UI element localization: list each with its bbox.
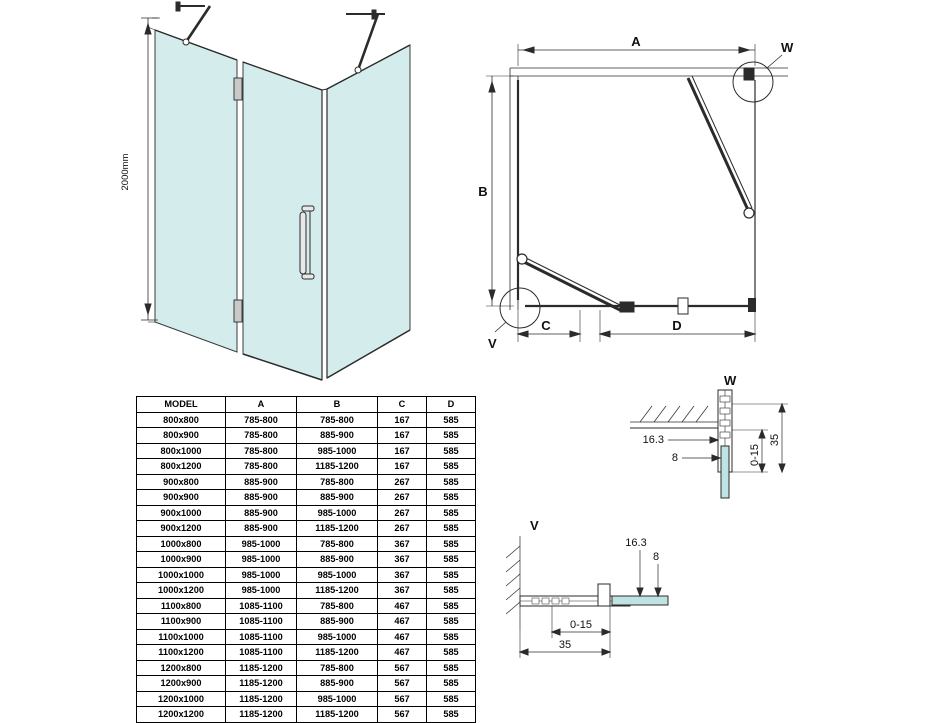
table-row bbox=[137, 474, 476, 490]
table-cell: 585 bbox=[427, 536, 476, 552]
table-cell: 985-1000 bbox=[297, 691, 378, 707]
table-row bbox=[137, 536, 476, 552]
dim-163-v-label: 16.3 bbox=[625, 537, 647, 549]
table-cell: 1085-1100 bbox=[226, 629, 297, 645]
table-cell: 585 bbox=[427, 428, 476, 444]
table-cell: 367 bbox=[378, 536, 427, 552]
table-cell: 1185-1200 bbox=[226, 660, 297, 676]
table-cell: 785-800 bbox=[297, 474, 378, 490]
table-cell: 585 bbox=[427, 443, 476, 459]
table-cell: 1185-1200 bbox=[297, 459, 378, 475]
table-row bbox=[137, 443, 476, 459]
dim-b-label: B bbox=[478, 184, 488, 199]
table-row bbox=[137, 428, 476, 444]
table-cell: 785-800 bbox=[297, 660, 378, 676]
table-cell: 585 bbox=[427, 691, 476, 707]
table-cell: 367 bbox=[378, 552, 427, 568]
table-cell: 585 bbox=[427, 614, 476, 630]
table-cell: 800x800 bbox=[137, 412, 226, 428]
wall-hatch-v bbox=[506, 536, 520, 630]
table-cell: 467 bbox=[378, 598, 427, 614]
door-open-upper bbox=[688, 68, 754, 218]
table-cell: 800x900 bbox=[137, 428, 226, 444]
dim-35-w-label: 35 bbox=[769, 433, 781, 447]
table-cell: 985-1000 bbox=[226, 567, 297, 583]
table-cell: 585 bbox=[427, 707, 476, 723]
table-cell: 467 bbox=[378, 614, 427, 630]
detail-v-label: V bbox=[488, 336, 497, 351]
table-row bbox=[137, 521, 476, 537]
table-cell: 585 bbox=[427, 660, 476, 676]
col-header-b: B bbox=[297, 397, 378, 413]
wall-hatch-w bbox=[630, 406, 718, 422]
table-cell: 1185-1200 bbox=[297, 521, 378, 537]
table-cell: 367 bbox=[378, 583, 427, 599]
table-cell: 785-800 bbox=[226, 428, 297, 444]
bottom-hardware bbox=[678, 298, 688, 314]
hinge-lower bbox=[234, 300, 242, 322]
table-cell: 585 bbox=[427, 490, 476, 506]
table-header-row bbox=[137, 397, 476, 413]
table-cell: 1100x1000 bbox=[137, 629, 226, 645]
table-cell: 785-800 bbox=[297, 412, 378, 428]
table-row bbox=[137, 567, 476, 583]
table-cell: 267 bbox=[378, 505, 427, 521]
table-cell: 1185-1200 bbox=[226, 676, 297, 692]
dim-163-w-label: 16.3 bbox=[642, 434, 664, 446]
table-cell: 900x1200 bbox=[137, 521, 226, 537]
detail-view-w bbox=[620, 368, 910, 518]
dim-a-label: A bbox=[631, 34, 641, 49]
table-cell: 1185-1200 bbox=[226, 707, 297, 723]
isometric-view bbox=[0, 0, 470, 395]
table-row bbox=[137, 614, 476, 630]
table-cell: 585 bbox=[427, 521, 476, 537]
table-cell: 1085-1100 bbox=[226, 598, 297, 614]
table-cell: 585 bbox=[427, 598, 476, 614]
table-cell: 585 bbox=[427, 676, 476, 692]
col-header-model: MODEL bbox=[137, 397, 226, 413]
support-bar-left bbox=[176, 2, 210, 45]
table-row bbox=[137, 691, 476, 707]
table-cell: 585 bbox=[427, 629, 476, 645]
table-row bbox=[137, 412, 476, 428]
table-row bbox=[137, 583, 476, 599]
door-open-lower bbox=[517, 254, 634, 312]
dim-8-w bbox=[682, 455, 720, 461]
table-cell: 267 bbox=[378, 490, 427, 506]
table-cell: 1200x1200 bbox=[137, 707, 226, 723]
table-cell: 885-900 bbox=[297, 490, 378, 506]
table-cell: 1000x900 bbox=[137, 552, 226, 568]
table-cell: 885-900 bbox=[297, 552, 378, 568]
col-header-a: A bbox=[226, 397, 297, 413]
table-cell: 585 bbox=[427, 583, 476, 599]
table-cell: 885-900 bbox=[297, 676, 378, 692]
table-cell: 1100x1200 bbox=[137, 645, 226, 661]
table-cell: 1000x1000 bbox=[137, 567, 226, 583]
table-cell: 1085-1100 bbox=[226, 614, 297, 630]
table-row bbox=[137, 707, 476, 723]
table-cell: 585 bbox=[427, 552, 476, 568]
table-cell: 1100x900 bbox=[137, 614, 226, 630]
table-row bbox=[137, 660, 476, 676]
col-header-d: D bbox=[427, 397, 476, 413]
table-cell: 167 bbox=[378, 412, 427, 428]
table-cell: 267 bbox=[378, 474, 427, 490]
plan-view bbox=[470, 10, 890, 380]
table-cell: 167 bbox=[378, 428, 427, 444]
table-cell: 885-900 bbox=[297, 614, 378, 630]
detail-w-title: W bbox=[724, 373, 737, 388]
table-cell: 1185-1200 bbox=[297, 645, 378, 661]
table-cell: 567 bbox=[378, 707, 427, 723]
dim-35-v-label: 35 bbox=[558, 639, 572, 651]
table-row bbox=[137, 552, 476, 568]
table-cell: 567 bbox=[378, 676, 427, 692]
table-cell: 1185-1200 bbox=[226, 691, 297, 707]
glass-panel-left-fixed bbox=[155, 30, 237, 352]
table-cell: 1200x1000 bbox=[137, 691, 226, 707]
table-cell: 1185-1200 bbox=[297, 583, 378, 599]
table-row bbox=[137, 490, 476, 506]
table-row bbox=[137, 459, 476, 475]
table-cell: 985-1000 bbox=[297, 505, 378, 521]
table-cell: 985-1000 bbox=[226, 536, 297, 552]
table-cell: 367 bbox=[378, 567, 427, 583]
table-cell: 585 bbox=[427, 474, 476, 490]
detail-marker-w bbox=[733, 55, 782, 102]
table-row bbox=[137, 645, 476, 661]
height-label: 2000mm bbox=[120, 153, 131, 191]
hinge-upper bbox=[234, 78, 242, 100]
table-row bbox=[137, 629, 476, 645]
table-cell: 900x900 bbox=[137, 490, 226, 506]
table-cell: 1185-1200 bbox=[297, 707, 378, 723]
dim-c-label: C bbox=[541, 318, 551, 333]
detail-w-label: W bbox=[781, 40, 794, 55]
col-header-c: C bbox=[378, 397, 427, 413]
table-cell: 1200x800 bbox=[137, 660, 226, 676]
table-cell: 167 bbox=[378, 443, 427, 459]
table-cell: 785-800 bbox=[297, 536, 378, 552]
glass-section-w bbox=[721, 446, 729, 498]
table-cell: 585 bbox=[427, 567, 476, 583]
corner-hardware bbox=[748, 298, 756, 312]
table-cell: 585 bbox=[427, 645, 476, 661]
table-cell: 1200x900 bbox=[137, 676, 226, 692]
table-cell: 1000x1200 bbox=[137, 583, 226, 599]
table-cell: 985-1000 bbox=[226, 583, 297, 599]
table-cell: 885-900 bbox=[226, 490, 297, 506]
table-cell: 567 bbox=[378, 691, 427, 707]
table-row bbox=[137, 676, 476, 692]
table-cell: 885-900 bbox=[226, 474, 297, 490]
dim-8-v-label: 8 bbox=[652, 551, 660, 563]
table-cell: 985-1000 bbox=[297, 443, 378, 459]
detail-v-title: V bbox=[530, 518, 539, 533]
table-cell: 785-800 bbox=[226, 443, 297, 459]
table-cell: 585 bbox=[427, 459, 476, 475]
table-cell: 885-900 bbox=[226, 521, 297, 537]
dim-015-w-label: 0-15 bbox=[749, 443, 761, 467]
dim-163-v bbox=[637, 550, 643, 596]
dim-8-w-label: 8 bbox=[671, 452, 678, 464]
wall-left bbox=[510, 68, 518, 310]
table-cell: 585 bbox=[427, 505, 476, 521]
dim-015-v-label: 0-15 bbox=[569, 619, 593, 631]
table-cell: 585 bbox=[427, 412, 476, 428]
table-cell: 900x800 bbox=[137, 474, 226, 490]
table-cell: 267 bbox=[378, 521, 427, 537]
table-cell: 885-900 bbox=[226, 505, 297, 521]
table-cell: 467 bbox=[378, 629, 427, 645]
table-row bbox=[137, 598, 476, 614]
glass-panel-side bbox=[327, 45, 410, 378]
table-cell: 985-1000 bbox=[297, 567, 378, 583]
dim-163-w bbox=[668, 437, 718, 443]
table-cell: 167 bbox=[378, 459, 427, 475]
table-cell: 900x1000 bbox=[137, 505, 226, 521]
table-cell: 800x1200 bbox=[137, 459, 226, 475]
table-cell: 985-1000 bbox=[297, 629, 378, 645]
table-cell: 567 bbox=[378, 660, 427, 676]
table-cell: 1085-1100 bbox=[226, 645, 297, 661]
table-cell: 985-1000 bbox=[226, 552, 297, 568]
detail-view-v bbox=[490, 510, 790, 670]
table-cell: 885-900 bbox=[297, 428, 378, 444]
dim-8-v bbox=[655, 564, 661, 596]
table-cell: 785-800 bbox=[226, 412, 297, 428]
table-cell: 785-800 bbox=[297, 598, 378, 614]
table-row bbox=[137, 505, 476, 521]
table-cell: 467 bbox=[378, 645, 427, 661]
table-cell: 1000x800 bbox=[137, 536, 226, 552]
table-cell: 785-800 bbox=[226, 459, 297, 475]
table-cell: 800x1000 bbox=[137, 443, 226, 459]
dim-d-label: D bbox=[672, 318, 682, 333]
specification-table bbox=[136, 396, 476, 723]
table-cell: 1100x800 bbox=[137, 598, 226, 614]
